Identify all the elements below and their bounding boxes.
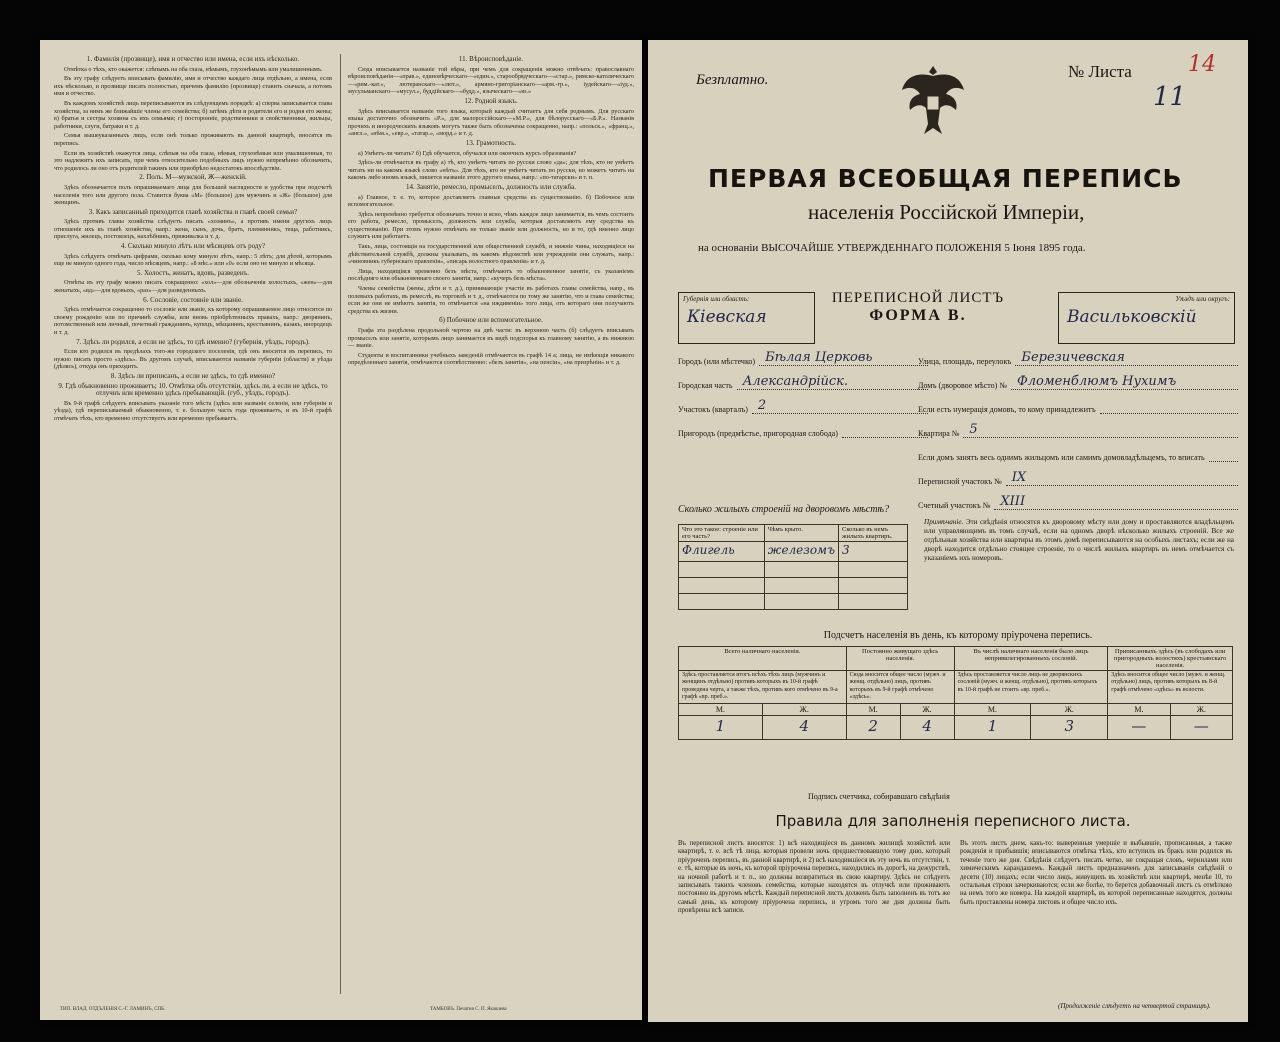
instruction-paragraph: Лица, находящіяся временно безъ мѣста, отмѣчаютъ то обыкновенное занятіе, съ указаніемъ послѣдняго или обыкновеннаго своего занятія, напр.: «кучеръ безъ мѣста». [348,267,634,283]
instruction-heading: 6. Сословіе, состояніе или званіе. [143,295,243,304]
address-field-label: Квартира № [918,429,960,438]
pop-sex-header: М. [954,703,1031,715]
pop-header: Приписанныхъ здѣсь (въ слободахъ или пригородныхъ волостяхъ) крестьянскаго населенія. [1108,647,1233,671]
dw-cell: 3 [839,542,908,562]
instruction-paragraph: Сюда вписывается названіе той вѣры, при чемъ для сокращенія можно отвѣчать: православнаго вѣроисповѣданія—«прав.», единовѣрческаго—«един.», старообрядческаго—«стар.», римско-католическаго—«рим.-кат.», лютеранскаго—«лют.», армяно-григоріанскаго—«арм.-гр.», іудейскаго—«іуд.», мусульманскаго—«мусул.», буддійскаго—«будд.», языческаго—«яз.» [348,65,634,96]
instruction-heading: 2. Полъ. М—мужской, Ж—женскій. [139,173,247,182]
address-field [918,350,1238,366]
instruction-paragraph: Въ эту графу слѣдуетъ вписывать фамилію, имя и отчество каждаго лица отдѣльно, а имена, если ихъ нѣсколько, и прозвище писать полностью, причемъ фамилію (прозвище) ставить сначала, а потомъ имя и отчество. [54,75,332,98]
instruction-heading: 1. Фамилія (прозвище), имя и отчество или имена, если ихъ нѣсколько. [86,55,300,63]
address-right-fields [918,350,1238,518]
sheet-heading [818,290,1018,325]
address-field [918,398,1238,414]
address-field-value: IX [1006,470,1238,486]
pop-sex-header: Ж. [1031,703,1108,715]
district-label: Уѣздъ или округъ: [1175,295,1230,303]
population-table [678,646,1233,740]
pop-value: — [1108,715,1170,739]
dw-cell: Флигель [679,542,765,562]
district-box [1058,292,1235,344]
address-field [918,494,1238,510]
dw-header: Чѣмъ крыто. [764,525,838,542]
dwellings-question: Сколько жилыхъ строеній на дворовомъ мѣстѣ? [678,504,890,515]
instruction-paragraph: Здѣсь обозначается полъ опрашиваемаго лица для большей наглядности и удобства при подсчетѣ населенія того или другого пола. Ставится буква «М» (большое) для мужчинъ и «Ж» (большое) для женщинъ. [54,183,332,207]
instruction-heading: 13. Грамотность. [465,138,517,147]
address-field [678,350,928,366]
dwellings-table [678,524,908,610]
dw-header: Что это такое: строеніе или его часть? [679,525,765,542]
legal-basis-line: на основаніи ВЫСОЧАЙШЕ УТВЕРЖДЕННАГО ПОЛОЖЕНІЯ 5 Іюня 1895 года. [698,242,1086,254]
address-field-label: Если есть нумерація домовъ, то кому принадлежитъ [918,405,1096,414]
right-page [648,40,1248,1022]
address-field-value [842,437,928,438]
pop-sex-header: Ж. [900,703,954,715]
instruction-paragraph: Здѣсь противъ главы хозяйства слѣдуетъ писать «хозяинъ», а противъ имени другихъ лицъ отношеніе ихъ къ главѣ хозяйства, напр.: жена, сынъ, дочь, братъ, племянникъ, теща, работникъ, прислуга, жилецъ, постоялецъ, нахлѣбникъ, приживалка и т. д. [54,218,332,241]
address-field-value: Бѣлая Церковь [759,350,928,366]
pop-value: — [1170,715,1232,739]
instruction-heading: 11. Вѣроисповѣданіе. [458,55,524,63]
pop-sex-header: Ж. [762,703,846,715]
address-field-value: Александрійск. [737,374,928,390]
instruction-paragraph: Студенты и воспитанники учебныхъ заведеній отмѣчаются въ графѣ 14 а; лица, не имѣющія никакого опредѣленнаго занятія, отмѣчаются соотвѣтственно: «безъ занятія», «на пенсіи», «на призрѣніи» и т. д. [348,351,634,367]
pop-value: 1 [954,715,1031,739]
pop-description: Сюда вносится общее число (мужч. и женщ. отдѣльно) лицъ, противъ которыхъ въ 9-й графѣ отмѣчено «здѣсь». [846,671,954,704]
instruction-paragraph: Графа эта раздѣлена продольной чертою на двѣ части: въ верхнюю часть (б) слѣдуетъ вписывать промыселъ или занятіе, которымъ лицо занимается въ видѣ подспорья къ главному занятію, а въ нижнюю — званіе. [348,327,634,350]
pop-value: 1 [679,715,763,739]
address-field-label: Переписной участокъ № [918,477,1002,486]
address-field-value: 5 [963,422,1238,438]
instruction-paragraph: Здѣсь слѣдуетъ отмѣчать цифрами, сколько кому минуло лѣтъ, напр.: 5 лѣтъ; для дѣтей, которымъ еще не минуло одного года, число мѣсяцевъ, напр.: «8 мѣс.» или «0» если оно не минуло и мѣсяца. [54,252,332,268]
instruction-paragraph: Отвѣты въ эту графу можно писать сокращенно: «хол»—для обозначенія холостыхъ, «жен»—для женатыхъ, «вд»—для вдовыхъ, «раз»—для разведенныхъ. [54,279,332,295]
address-field [678,398,928,414]
address-field-value: 2 [752,398,928,414]
pop-description: Здѣсь проставляется итогъ всѣхъ тѣхъ лицъ (мужчинъ и женщинъ отдѣльно) противъ которыхъ въ 10-й графѣ проведена черта, а также тѣхъ, противъ кого отмѣчено въ 9-а графѣ «вр. преб.». [679,671,847,704]
address-field-label: Пригородъ (предмѣстье, пригородная слобода) [678,429,838,438]
address-field [678,422,928,438]
rules-continued-note: (Продолженіе слѣдуетъ на четвертой страницѣ). [1058,1002,1211,1010]
census-title: ПЕРВАЯ ВСЕОБЩАЯ ПЕРЕПИСЬ [708,164,1183,193]
address-field-label: Счетный участокъ № [918,501,991,510]
pop-sex-header: М. [846,703,900,715]
pop-value: 4 [900,715,954,739]
pop-header: Въ числѣ наличнаго населенія было лицъ непривилегированныхъ сословій. [954,647,1108,671]
instruction-heading: 7. Здѣсь ли родился, а если не здѣсь, то гдѣ именно? (губернія, уѣздъ, городъ). [76,337,310,346]
free-label: Безплатно. [696,72,769,88]
instruction-paragraph: Здѣсь вписывается названіе того языка, который каждый считаетъ для себя роднымъ. Для русскаго языка достаточно обозначить «Р.», для малороссійскаго—«М.Р.», для бѣлорусскаго—«Б.Р.». Названія прочихъ и инородческихъ языковъ могутъ также быть обозначены сокращенно, напр.: «польск.», «франц.», «англ.», «нѣм.», «евр.», «татар.», «морд.» и т. д. [348,107,634,138]
counter-signature-label: Подпись счетчика, собиравшаго свѣдѣнія [808,792,950,801]
instructions-column-2 [348,54,634,1004]
instruction-heading: б) Побочное или вспомогательное. [439,316,543,325]
address-field-value: Березичевская [1015,350,1238,366]
instruction-paragraph: Отмѣтка о тѣхъ, кто окажется: слѣпымъ на оба глаза, нѣмымъ, глухонѣмымъ или умалишеннымъ. [64,65,323,73]
rules-column-1: Въ переписной листъ вносятся: 1) всѣ находящіеся въ данномъ жилищѣ хозяйствѣ или квартирѣ, т. е. всѣ тѣ лица, которыя провели ночь предшествовавшую тому дню, который пріуроченъ перепись, въ данной квартирѣ, и 2) всѣ находившіеся въ эту ночь въ отсутствіи, т. е. тѣ, которые въ ночь, къ которой пріурочена перепись, находились въ дорогѣ, на дежурствѣ, на ночной работѣ и т. п., но должны возвратиться въ свою квартиру. Здѣсь не слѣдуетъ записывать такихъ членовъ семейства, которые находятся въ отлучкѣ или проживаютъ постоянно въ другомъ мѣстѣ. Каждый переписной листъ долженъ быть заполненъ въ тотъ же самый день, къ которому пріурочена перепись, и утромъ того же дня должны быть провѣрены всѣ записи. [678,840,950,915]
province-value: Кіевская [687,307,767,327]
rules-title: Правила для заполненія переписного листа. [775,812,1131,830]
rules-column-2: Въ этотъ листъ днем, какъ-то: выверенныя умершіе и выбывшіе, прописанныя, а также рожденія и прибывшія; вписываются отмѣтка тѣхъ, кто вступилъ въ бракъ или родился въ теченіе того же дня. Свѣдѣнія слѣдуетъ писать четко, не сокращая словъ, чернилами или химическимъ карандашемъ. Каждый листъ предназначенъ для записыванія свѣдѣній о десяти (10) лицахъ; если число лицъ, живущихъ въ хозяйствѣ или квартирѣ, менѣе 10, то остальныя строки зачеркиваются; если же болѣе, то берется добавочный листъ съ отмѣткою на немъ того же номера. На каждой квартирѣ, въ которой переписанные находятся, должны быть проставлены номера листовъ и общее число ихъ. [960,840,1232,906]
pop-value: 4 [762,715,846,739]
dwellings-note [924,518,1234,563]
instructions-column-1 [54,54,332,1004]
address-field [918,446,1238,462]
sheet-number-red: 14 [1188,52,1216,77]
note-title: Примѣчаніе. [924,518,964,526]
address-field-value: XIII [994,494,1238,510]
address-field-value [1100,413,1238,414]
instruction-heading: 3. Какъ записанный приходится главѣ хозяйства и главѣ своей семьи? [88,207,298,216]
dw-cell: железомъ [764,542,838,562]
instruction-paragraph: Въ 9-й графѣ слѣдуетъ вписывать указаніе того мѣста (здѣсь или названіе селенія, или губерніи и уѣзда), гдѣ переписываемый обыкновенно, т. е. большую часть года проживаетъ, и въ 10-й графѣ отмѣчать тѣхъ, кто временно отсутствуетъ или временно пребываетъ. [54,399,332,422]
address-field [918,374,1238,390]
district-value: Васильковскій [1067,307,1197,327]
instruction-paragraph: Здѣсь-ли отмѣчается въ графу а) тѣ, кто умѣетъ читать по русски слово «да»; для тѣхъ, кто не умѣетъ читать ни на какомъ языкѣ слово «нѣтъ». Для тѣхъ, кто не умѣетъ читать по русски, но можетъ читать на какомъ либо иномъ языкѣ, пишется названіе этого другого языка, напр.: «по-татарски» и т. п. [348,159,634,182]
sheet-number-handwritten: 11 [1153,82,1187,112]
instruction-paragraph: Если кто родился въ предѣлахъ того-же городского поселенія, гдѣ онъ вносится въ перепись, то нужно писать просто «здѣсь». Въ другомъ случаѣ, вписываются названія губерніи (области) и уѣзда (дѣлясь), откуда онъ приходитъ. [54,348,332,371]
province-label: Губернія или область: [683,295,750,303]
instruction-heading: 8. Здѣсь ли приписанъ, а если не здѣсь, то гдѣ именно? [110,371,276,380]
instruction-paragraph: Здѣсь непремѣнно требуется обозначать точно и ясно, чѣмъ каждое лицо занимается, въ чемъ состоитъ его работа, ремесло, промыселъ, должность или служба, которыя доставляютъ ему средства къ существованію. При этомъ нужно отмѣчать не только званіе или должность, но и то, гдѣ именно лицо служитъ или работаетъ. [348,210,634,241]
double-headed-eagle-emblem [898,62,968,142]
address-field-label: Городская часть [678,381,733,390]
address-field-label: Если домъ занятъ весь однимъ жильцомъ или самимъ домовладѣльцемъ, то вписать [918,453,1205,462]
instruction-heading: 12. Родной языкъ. [464,96,518,105]
address-left-fields [678,350,928,446]
address-field-label: Участокъ (кварталъ) [678,405,748,414]
instruction-paragraph: Если въ хозяйствѣ окажутся лица, слѣпыя на оба глаза, нѣмыя, глухонѣмыя или умалишенныя, то это надлежитъ ихъ записать, при чемъ относительно подобныхъ лицъ нужно непремѣнно обозначить, что родилось ли оно отъ родителей такимъ или приобрѣло недостатокъ впослѣдствіи. [54,149,332,172]
pop-sex-header: М. [1108,703,1170,715]
address-field [678,374,928,390]
instruction-paragraph: а) Умѣетъ-ли читать? б) Гдѣ обучается, обучался или окончилъ курсъ образованія? [358,149,577,157]
note-text: Эти свѣдѣнія относятся къ дворовому мѣсту или дому и проставляются владѣльцемъ или управляющимъ въ томъ случаѣ, если на одномъ дворѣ нѣсколько жилыхъ строеній. Все же отдѣльныя хозяйства или квартиры въ этомъ домѣ переписываются на особыхъ листахъ; если же на дворѣ находится отдѣльно стоящее строеніе, то о числѣ жилыхъ квартиръ въ немъ отмѣчается съ указаніемъ ихъ номеровъ. [924,518,1235,562]
population-title: Подсчетъ населенія въ день, къ которому пріурочена перепись. [823,630,1093,641]
left-page [40,40,642,1020]
column-divider [340,54,341,994]
sheet-heading-form: ФОРМА В. [869,307,967,324]
instruction-paragraph: Члены семейства (жены, дѣти и т. д.), принимающіе участіе въ работахъ главы семейства, напр., въ полевыхъ работахъ, въ ремеслѣ, въ торговлѣ и т. д., отмѣчаются по тому же занятію, что и глава семейства; если же они не имѣютъ занятія, то отмѣчается «на иждивеніи» того лица, отъ котораго они получаютъ средства къ жизни. [348,285,634,315]
address-field-label: Улица, площадь, переулокъ [918,357,1012,366]
printer-imprint-right: ТАМБОВЪ. Печатня С. П. Яковлева [430,1007,507,1012]
address-field-label: Домъ (дворовое мѣсто) № [918,381,1007,390]
pop-sex-header: М. [679,703,763,715]
address-field [918,422,1238,438]
address-field-label: Городъ (или мѣстечко) [678,357,756,366]
province-box [678,292,815,344]
address-field-value [1209,461,1238,462]
instruction-paragraph: Такъ, лица, состоящія на государственной или общественной службѣ, и нижніе чины, находящіеся на дѣйствительной службѣ, должны указывать, въ какомъ вѣдомствѣ или учрежденіи они служатъ, напр.: «чиновникъ губернскаго правленія», «писарь волостного правленія» и т. д. [348,243,634,266]
sheet-heading-line1: ПЕРЕПИСНОЙ ЛИСТЪ [831,290,1005,306]
instruction-paragraph: Въ каждомъ хозяйствѣ лицъ переписываются въ слѣдующемъ порядкѣ: а) сперва записывается глава хозяйства, за нимъ же ближайшіе члены его семейства; б) затѣмъ дѣти и родители его и родня его жены; в) братья и сестры хозяина съ ихъ семьями; г) посторонніе, родственники и свойственники, жильцы, работники, слуги, батраки и т. д. [54,99,332,130]
instruction-paragraph: а) Главное, т. е. то, которое доставляетъ главные средства къ существованію. б) Побочное или вспомогательное. [348,193,634,209]
dw-header: Сколько въ немъ жилыхъ квартиръ. [839,525,908,542]
pop-description: Здѣсь проставляется число лицъ не дворянскихъ сословій (мужч. и женщ. отдѣльно), противъ которыхъ въ 10-й графѣ не стоитъ «вр. преб.». [954,671,1108,704]
instruction-paragraph: Здѣсь отмѣчается сокращенно то сословіе или званіе, къ которому опрашиваемое лицо относится по своему рожденію или по причинѣ службы, или вновь пріобрѣтенныхъ правахъ, напр.: дворянинъ, потомственный или личный, почетный гражданинъ, купецъ, мѣщанинъ, крестьянинъ, казакъ, инородецъ и т. д. [54,306,332,336]
sheet-number-label: № Листа [1068,62,1132,81]
instruction-heading: 9. Гдѣ обыкновенно проживаетъ; 10. Отмѣтка объ отсутствіи, здѣсь ли, а если не здѣсь, то отлучнъ или временно здѣсь пребывающій. (губ., уѣздъ, городъ). [58,381,328,398]
pop-description: Здѣсь вносится общее число (мужч. и женщ. отдѣльно) лицъ, противъ которыхъ въ 8-й графѣ отмѣчено «здѣсь» въ волости. [1108,671,1233,704]
pop-header: Постоянно живущаго здѣсь населенія. [846,647,954,671]
instruction-heading: 5. Холостъ, женатъ, вдовъ, разведенъ. [136,268,250,277]
pop-sex-header: Ж. [1170,703,1232,715]
address-field [918,470,1238,486]
census-subtitle: населенія Россійской Имперіи, [808,200,1085,224]
pop-value: 3 [1031,715,1108,739]
instruction-heading: 14. Занятіе, ремесло, промыселъ, должность или служба. [406,182,576,191]
printer-imprint-left: ТИП. ВЛАД. ОТДЪЛЕНІЯ С.-Г. ЛАМИНЪ, СПБ. [60,1007,166,1012]
address-field-value: Фломенблюмъ Нухимъ [1011,374,1238,390]
instruction-heading: 4. Сколько минуло лѣтъ или мѣсяцевъ отъ роду? [120,242,266,251]
pop-value: 2 [846,715,900,739]
instruction-paragraph: Семья вышеуказанныхъ лицъ, если онѣ только проживаютъ въ данной квартирѣ, вносятся въ перепись. [54,132,332,147]
pop-header: Всего наличнаго населенія. [679,647,847,671]
